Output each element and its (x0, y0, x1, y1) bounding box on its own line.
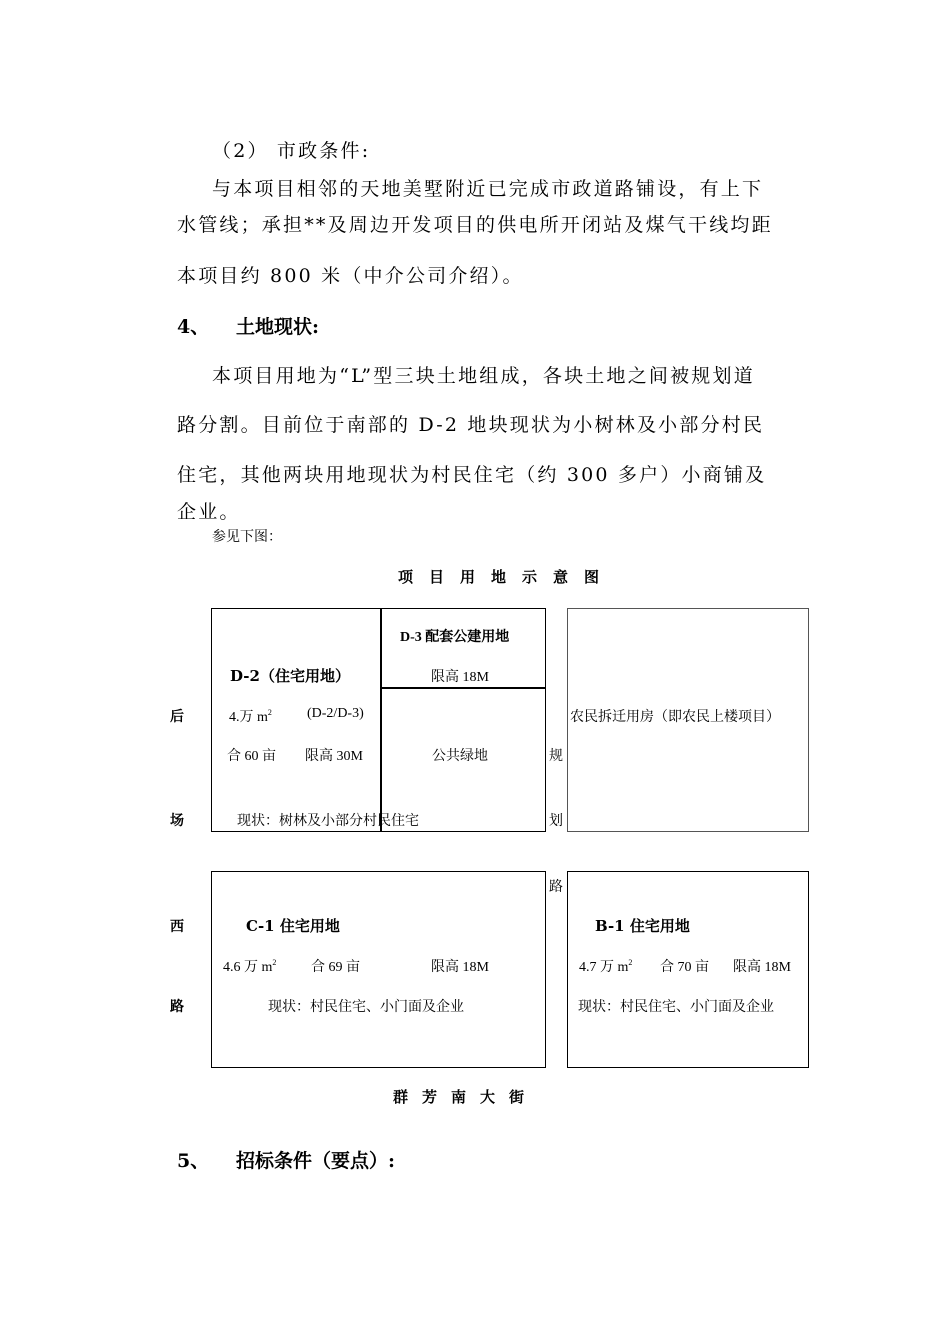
parcel-b1-area: 4.7 万 $m^2$ (579, 958, 633, 975)
land-status-line-3: 住宅，其他两块用地现状为村民住宅（约 300 多户）小商铺及 (177, 464, 767, 486)
parcel-d2-status: 现状：树林及小部分村民住宅 (237, 814, 419, 829)
section-4-number: 4、 (177, 316, 210, 338)
parcel-d2-ref: (D-2/D-3) (307, 706, 364, 721)
map-title: 项目用地示意图 (398, 568, 616, 586)
parcel-b1-height: 限高 18M (733, 960, 791, 975)
municipal-line-3: 本项目约 800 米（中介公司介绍）。 (177, 265, 524, 287)
parcel-c1-height: 限高 18M (431, 960, 489, 975)
parcel-c1-mu: 合 69 亩 (311, 960, 360, 975)
section-4-title: 土地现状: (236, 316, 320, 338)
parcel-d2-name: D-2（住宅用地） (230, 667, 350, 685)
parcel-b1-status: 现状：村民住宅、小门面及企业 (578, 1000, 774, 1015)
section-5-title: 招标条件（要点）: (236, 1150, 396, 1172)
municipal-heading: （2） 市政条件: (212, 140, 371, 162)
parcel-d2-mu: 合 60 亩 (227, 749, 276, 764)
left-road-char-4: 路 (170, 999, 184, 1015)
parcel-c1-area: 4.6 万 $m^2$ (223, 958, 277, 975)
see-below-note: 参见下图： (212, 529, 282, 545)
bottom-street-label: 群芳南大街 (393, 1088, 539, 1106)
municipal-line-1: 与本项目相邻的天地美墅附近已完成市政道路铺设，有上下 (212, 178, 764, 200)
middle-road-char-1: 规 (549, 748, 563, 764)
municipal-line-2: 水管线；承担**及周边开发项目的供电所开闭站及煤气干线均距 (177, 214, 773, 236)
parcel-d2-height: 限高 30M (305, 749, 363, 764)
parcel-b1-name: B-1 住宅用地 (595, 917, 690, 935)
parcel-d3-height: 限高 18M (431, 670, 489, 685)
parcel-c1-name: C-1 住宅用地 (246, 917, 340, 935)
parcel-b1-mu: 合 70 亩 (660, 960, 709, 975)
middle-road-char-3: 路 (549, 879, 563, 895)
resettlement-label: 农民拆迁用房（即农民上楼项目） (570, 710, 780, 725)
left-road-char-3: 西 (170, 919, 184, 935)
land-status-line-1: 本项目用地为“L”型三块土地组成，各块土地之间被规划道 (212, 365, 755, 387)
left-road-char-2: 场 (170, 813, 184, 829)
land-status-line-4: 企业。 (177, 501, 241, 523)
parcel-c1-status: 现状：村民住宅、小门面及企业 (268, 1000, 464, 1015)
parcel-d3-name: D-3 配套公建用地 (400, 630, 510, 645)
land-status-line-2: 路分割。目前位于南部的 D-2 地块现状为小树林及小部分村民 (177, 414, 765, 436)
middle-road-char-2: 划 (549, 813, 563, 829)
section-5-number: 5、 (177, 1150, 210, 1172)
left-road-char-1: 后 (170, 709, 184, 725)
parcel-d2-area: 4.万 $m^2$ (229, 708, 272, 725)
public-green-label: 公共绿地 (432, 749, 488, 764)
